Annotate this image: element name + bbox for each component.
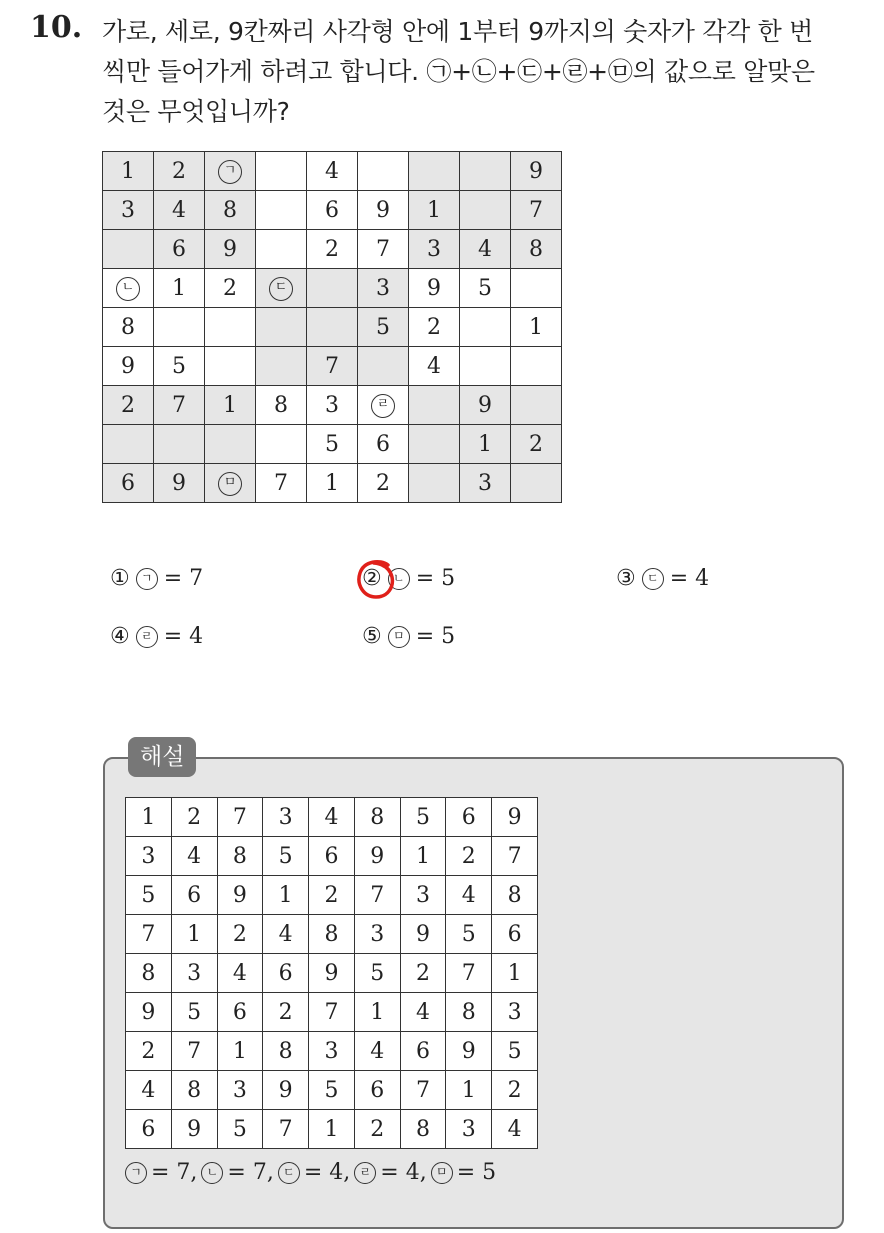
solution-cell: 2 [263, 993, 309, 1032]
solution-cell: 8 [354, 798, 400, 837]
puzzle-row [103, 191, 562, 230]
puzzle-cell [409, 425, 460, 464]
choice-text: = 4 [163, 624, 204, 649]
puzzle-cell: 2 [409, 308, 460, 347]
puzzle-cell [205, 425, 256, 464]
solution-cell: 1 [400, 837, 446, 876]
choice-number: ⑤ [362, 624, 382, 649]
solution-cell: 9 [171, 1110, 217, 1149]
puzzle-cell [103, 425, 154, 464]
puzzle-cell: 9 [358, 191, 409, 230]
puzzle-cell: 9 [409, 269, 460, 308]
choice-2[interactable] [362, 566, 455, 591]
puzzle-cell: 2 [205, 269, 256, 308]
puzzle-cell [205, 464, 256, 503]
puzzle-row [103, 230, 562, 269]
puzzle-cell: 6 [358, 425, 409, 464]
puzzle-cell [511, 386, 562, 425]
circled-mark: ㄱ [136, 568, 158, 590]
solution-cell: 3 [309, 1032, 355, 1071]
puzzle-cell: 1 [409, 191, 460, 230]
puzzle-row [103, 308, 562, 347]
puzzle-cell: 9 [205, 230, 256, 269]
choice-5[interactable] [362, 624, 455, 649]
solution-cell: 6 [126, 1110, 172, 1149]
circled-mark: ㅁ [388, 626, 410, 648]
puzzle-cell [205, 308, 256, 347]
solution-cell: 4 [492, 1110, 538, 1149]
puzzle-cell: 2 [103, 386, 154, 425]
solution-cell: 1 [263, 876, 309, 915]
solution-cell: 6 [309, 837, 355, 876]
solution-cell: 6 [217, 993, 263, 1032]
solution-cell: 8 [400, 1110, 446, 1149]
solution-cell: 8 [171, 1071, 217, 1110]
puzzle-cell: 7 [154, 386, 205, 425]
solution-cell: 3 [446, 1110, 492, 1149]
puzzle-cell: 4 [154, 191, 205, 230]
solution-cell: 4 [309, 798, 355, 837]
puzzle-cell: 3 [460, 464, 511, 503]
puzzle-cell: 5 [154, 347, 205, 386]
puzzle-cell: 3 [307, 386, 358, 425]
solution-row [126, 1032, 538, 1071]
puzzle-cell [409, 152, 460, 191]
choice-4[interactable] [110, 624, 203, 649]
puzzle-row [103, 425, 562, 464]
solution-cell: 1 [354, 993, 400, 1032]
choice-number: ① [110, 566, 130, 591]
solution-cell: 7 [309, 993, 355, 1032]
puzzle-cell: 5 [307, 425, 358, 464]
solution-cell: 6 [446, 798, 492, 837]
solution-cell: 5 [400, 798, 446, 837]
solution-cell: 6 [492, 915, 538, 954]
circled-mark: ㅁ [218, 472, 242, 496]
circled-mark: ㄹ [136, 626, 158, 648]
solution-cell: 1 [217, 1032, 263, 1071]
puzzle-cell: 8 [256, 386, 307, 425]
answer-value: = 7, [151, 1160, 198, 1185]
puzzle-cell [154, 425, 205, 464]
solution-cell: 2 [492, 1071, 538, 1110]
puzzle-cell: 3 [358, 269, 409, 308]
solution-cell: 5 [171, 993, 217, 1032]
solution-cell: 1 [492, 954, 538, 993]
solution-cell: 7 [354, 876, 400, 915]
answer-value: = 7, [227, 1160, 274, 1185]
solution-row [126, 798, 538, 837]
solution-cell: 7 [400, 1071, 446, 1110]
circled-mark: ㄷ [278, 1162, 300, 1184]
solution-cell: 9 [263, 1071, 309, 1110]
puzzle-cell [511, 464, 562, 503]
question-line: 가로, 세로, 9칸짜리 사각형 안에 1부터 9까지의 숫자가 각각 한 번 [102, 17, 813, 46]
puzzle-cell: 7 [307, 347, 358, 386]
solution-cell: 2 [126, 1032, 172, 1071]
solution-cell: 5 [354, 954, 400, 993]
solution-cell: 4 [446, 876, 492, 915]
puzzle-cell [358, 386, 409, 425]
puzzle-cell: 2 [154, 152, 205, 191]
puzzle-cell [256, 308, 307, 347]
puzzle-cell [460, 308, 511, 347]
solution-cell: 7 [263, 1110, 309, 1149]
puzzle-row [103, 347, 562, 386]
solution-cell: 2 [309, 876, 355, 915]
solution-cell: 5 [217, 1110, 263, 1149]
puzzle-cell: 3 [409, 230, 460, 269]
solution-row [126, 993, 538, 1032]
puzzle-cell: 1 [103, 152, 154, 191]
choice-text: = 7 [163, 566, 204, 591]
puzzle-row [103, 464, 562, 503]
puzzle-cell [409, 464, 460, 503]
puzzle-cell [256, 191, 307, 230]
circled-mark: ㄱ [218, 160, 242, 184]
solution-cell: 8 [263, 1032, 309, 1071]
puzzle-cell: 9 [511, 152, 562, 191]
solution-cell: 3 [354, 915, 400, 954]
choice-1[interactable] [110, 566, 203, 591]
solution-row [126, 915, 538, 954]
selection-circle-icon [354, 557, 400, 603]
puzzle-cell [205, 347, 256, 386]
circled-mark: ㄷ [642, 568, 664, 590]
solution-row [126, 1110, 538, 1149]
solution-cell: 9 [400, 915, 446, 954]
circled-mark: ㄴ [116, 277, 140, 301]
puzzle-cell [154, 308, 205, 347]
solution-cell: 8 [492, 876, 538, 915]
solution-cell: 4 [400, 993, 446, 1032]
solution-cell: 9 [492, 798, 538, 837]
solution-grid [125, 797, 538, 1149]
solution-row [126, 837, 538, 876]
puzzle-cell: 1 [511, 308, 562, 347]
puzzle-cell: 1 [460, 425, 511, 464]
answer-value: = 4, [380, 1160, 427, 1185]
solution-cell: 9 [446, 1032, 492, 1071]
puzzle-cell: 4 [307, 152, 358, 191]
solution-cell: 7 [217, 798, 263, 837]
solution-cell: 7 [126, 915, 172, 954]
puzzle-cell: 8 [103, 308, 154, 347]
solution-cell: 9 [309, 954, 355, 993]
puzzle-grid [102, 151, 562, 503]
solution-cell: 3 [171, 954, 217, 993]
solution-cell: 6 [263, 954, 309, 993]
puzzle-cell [307, 308, 358, 347]
solution-cell: 5 [492, 1032, 538, 1071]
puzzle-row [103, 152, 562, 191]
puzzle-cell [256, 269, 307, 308]
solution-cell: 1 [171, 915, 217, 954]
choice-text: = 5 [415, 566, 456, 591]
puzzle-cell: 1 [307, 464, 358, 503]
circled-mark: ㅁ [431, 1162, 453, 1184]
solution-cell: 5 [126, 876, 172, 915]
question-text [102, 12, 872, 132]
puzzle-cell: 7 [511, 191, 562, 230]
solution-cell: 1 [309, 1110, 355, 1149]
puzzle-cell [511, 269, 562, 308]
puzzle-cell: 2 [511, 425, 562, 464]
choice-number: ③ [616, 566, 636, 591]
circled-mark: ㄹ [371, 394, 395, 418]
solution-cell: 3 [400, 876, 446, 915]
puzzle-cell: 8 [205, 191, 256, 230]
solution-row [126, 954, 538, 993]
question-line: 것은 무엇입니까? [102, 97, 290, 126]
solution-cell: 7 [446, 954, 492, 993]
puzzle-cell: 8 [511, 230, 562, 269]
circled-mark: ㄹ [354, 1162, 376, 1184]
solution-cell: 1 [446, 1071, 492, 1110]
solution-cell: 4 [171, 837, 217, 876]
circled-mark: ㄷ [269, 277, 293, 301]
puzzle-cell [460, 191, 511, 230]
puzzle-cell [511, 347, 562, 386]
puzzle-cell [358, 347, 409, 386]
answer-value: = 4, [303, 1160, 351, 1185]
solution-cell: 3 [217, 1071, 263, 1110]
solution-cell: 2 [217, 915, 263, 954]
solution-cell: 5 [309, 1071, 355, 1110]
puzzle-cell: 1 [205, 386, 256, 425]
solution-cell: 1 [126, 798, 172, 837]
puzzle-cell: 2 [307, 230, 358, 269]
solution-row [126, 1071, 538, 1110]
puzzle-cell [358, 152, 409, 191]
puzzle-cell [460, 347, 511, 386]
puzzle-cell [307, 269, 358, 308]
solution-cell: 4 [217, 954, 263, 993]
solution-cell: 8 [217, 837, 263, 876]
puzzle-cell: 6 [103, 464, 154, 503]
solution-cell: 2 [446, 837, 492, 876]
puzzle-cell [103, 230, 154, 269]
puzzle-cell: 4 [409, 347, 460, 386]
solution-cell: 2 [354, 1110, 400, 1149]
solution-row [126, 876, 538, 915]
puzzle-cell: 9 [460, 386, 511, 425]
puzzle-cell: 9 [154, 464, 205, 503]
solution-cell: 9 [126, 993, 172, 1032]
circled-mark: ㄴ [388, 568, 410, 590]
solution-cell: 7 [171, 1032, 217, 1071]
solution-tag: 해설 [128, 737, 196, 777]
solution-cell: 8 [309, 915, 355, 954]
solution-cell: 6 [171, 876, 217, 915]
puzzle-cell: 5 [460, 269, 511, 308]
solution-cell: 5 [263, 837, 309, 876]
choice-text: = 5 [415, 624, 456, 649]
solution-cell: 3 [263, 798, 309, 837]
puzzle-cell [409, 386, 460, 425]
solution-cell: 4 [263, 915, 309, 954]
puzzle-cell [103, 269, 154, 308]
puzzle-cell: 3 [103, 191, 154, 230]
solution-cell: 8 [446, 993, 492, 1032]
puzzle-cell: 2 [358, 464, 409, 503]
puzzle-cell [460, 152, 511, 191]
puzzle-cell [256, 230, 307, 269]
solution-cell: 7 [492, 837, 538, 876]
solution-cell: 5 [446, 915, 492, 954]
puzzle-row [103, 269, 562, 308]
choice-number-glyph: ② [362, 566, 382, 591]
choice-text: = 4 [669, 566, 710, 591]
question-line: 씩만 들어가게 하려고 합니다. ㉠+㉡+㉢+㉣+㉤의 값으로 알맞은 [102, 57, 815, 86]
puzzle-row [103, 386, 562, 425]
solution-cell: 2 [400, 954, 446, 993]
solution-cell: 9 [354, 837, 400, 876]
solution-cell: 6 [354, 1071, 400, 1110]
choice-number: ④ [110, 624, 130, 649]
choice-3[interactable] [616, 566, 709, 591]
puzzle-cell: 7 [256, 464, 307, 503]
circled-mark: ㄱ [125, 1162, 147, 1184]
question-number: 10. [30, 10, 83, 45]
puzzle-cell [205, 152, 256, 191]
answer-value: = 5 [456, 1160, 497, 1185]
puzzle-cell: 5 [358, 308, 409, 347]
puzzle-cell: 7 [358, 230, 409, 269]
puzzle-cell [256, 152, 307, 191]
solution-answer [125, 1160, 496, 1185]
circled-mark: ㄴ [201, 1162, 223, 1184]
puzzle-cell: 1 [154, 269, 205, 308]
puzzle-cell [256, 347, 307, 386]
puzzle-cell: 4 [460, 230, 511, 269]
solution-cell: 4 [126, 1071, 172, 1110]
solution-cell: 3 [492, 993, 538, 1032]
puzzle-cell: 9 [103, 347, 154, 386]
choice-number [362, 566, 382, 591]
puzzle-cell: 6 [154, 230, 205, 269]
solution-cell: 9 [217, 876, 263, 915]
puzzle-cell [256, 425, 307, 464]
solution-cell: 2 [171, 798, 217, 837]
solution-cell: 8 [126, 954, 172, 993]
puzzle-cell: 6 [307, 191, 358, 230]
solution-cell: 4 [354, 1032, 400, 1071]
solution-cell: 3 [126, 837, 172, 876]
solution-cell: 6 [400, 1032, 446, 1071]
